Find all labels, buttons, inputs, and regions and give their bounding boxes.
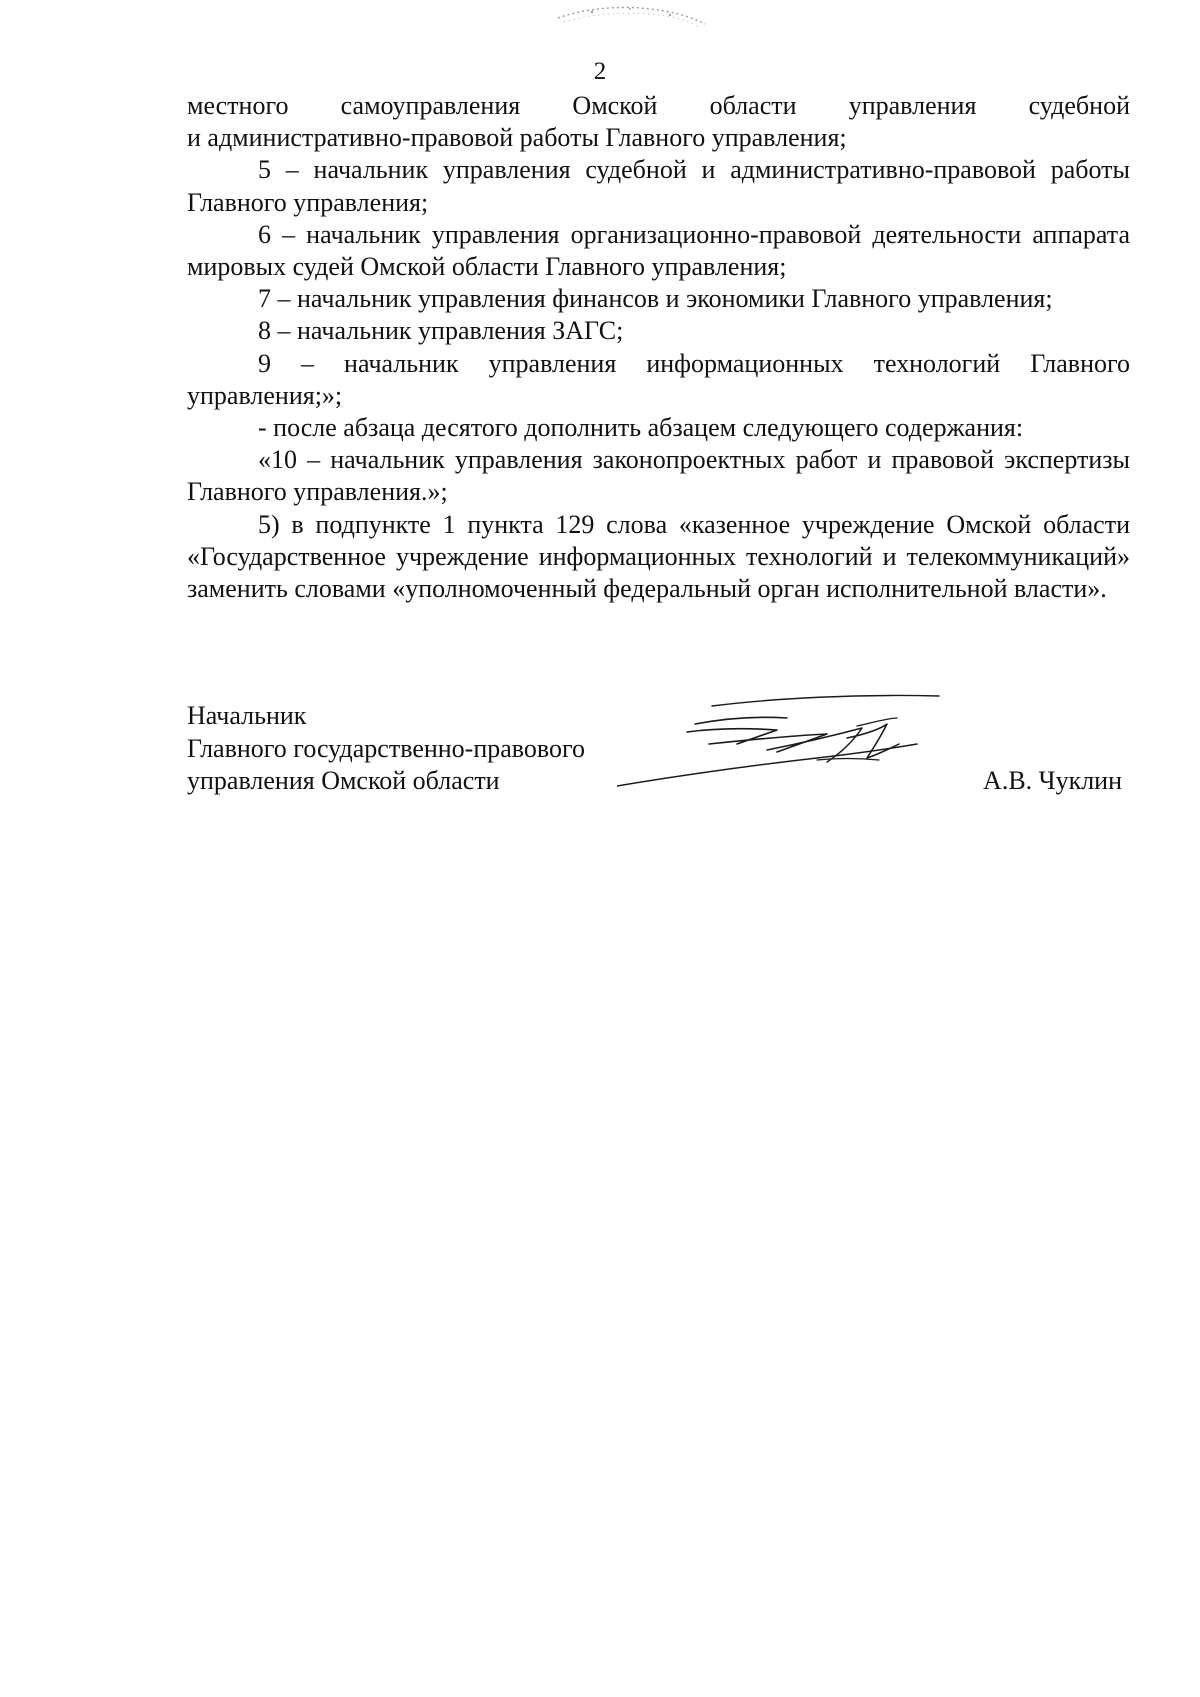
signatory-title [187, 700, 585, 798]
paragraph: 5 – начальник управления судебной и административно-правовой работы Главного управления; [187, 155, 1130, 217]
signatory-title-line: управления Омской области [187, 766, 500, 795]
scan-stamp-mark [520, 0, 720, 34]
paragraph: 8 – начальник управления ЗАГС; [258, 316, 624, 346]
handwritten-signature [617, 688, 957, 798]
paragraph: «10 – начальник управления законопроектных работ и правовой экспертизы Главного управления.»; [187, 445, 1130, 507]
signatory-name: А.В. Чуклин [983, 766, 1122, 795]
page-number: 2 [593, 58, 607, 85]
paragraph: 5) в подпункте 1 пункта 129 слова «казенное учреждение Омской области «Государственное учреждение информационных технологий и телекоммуникаций» заменить словами «уполномоченный федеральный орган исполнительной власти». [187, 509, 1130, 604]
document-body [187, 90, 1130, 605]
signature-block [187, 700, 1147, 810]
signatory-title-line: Главного государственно-правового [187, 733, 586, 763]
signatory-title-line: Начальник [187, 701, 307, 730]
paragraph: 7 – начальник управления финансов и экономики Главного управления; [258, 284, 1053, 314]
paragraph: 9 – начальник управления информационных технологий Главного управления;»; [187, 348, 1130, 410]
paragraph: и административно-правовой работы Главного управления; [187, 123, 847, 153]
paragraph: - после абзаца десятого дополнить абзацем следующего содержания: [258, 413, 1024, 443]
paragraph: местного самоуправления Омской области управления судебной [187, 91, 1130, 120]
paragraph: 6 – начальник управления организационно-правовой деятельности аппарата мировых судей Омской области Главного управления; [187, 219, 1130, 282]
